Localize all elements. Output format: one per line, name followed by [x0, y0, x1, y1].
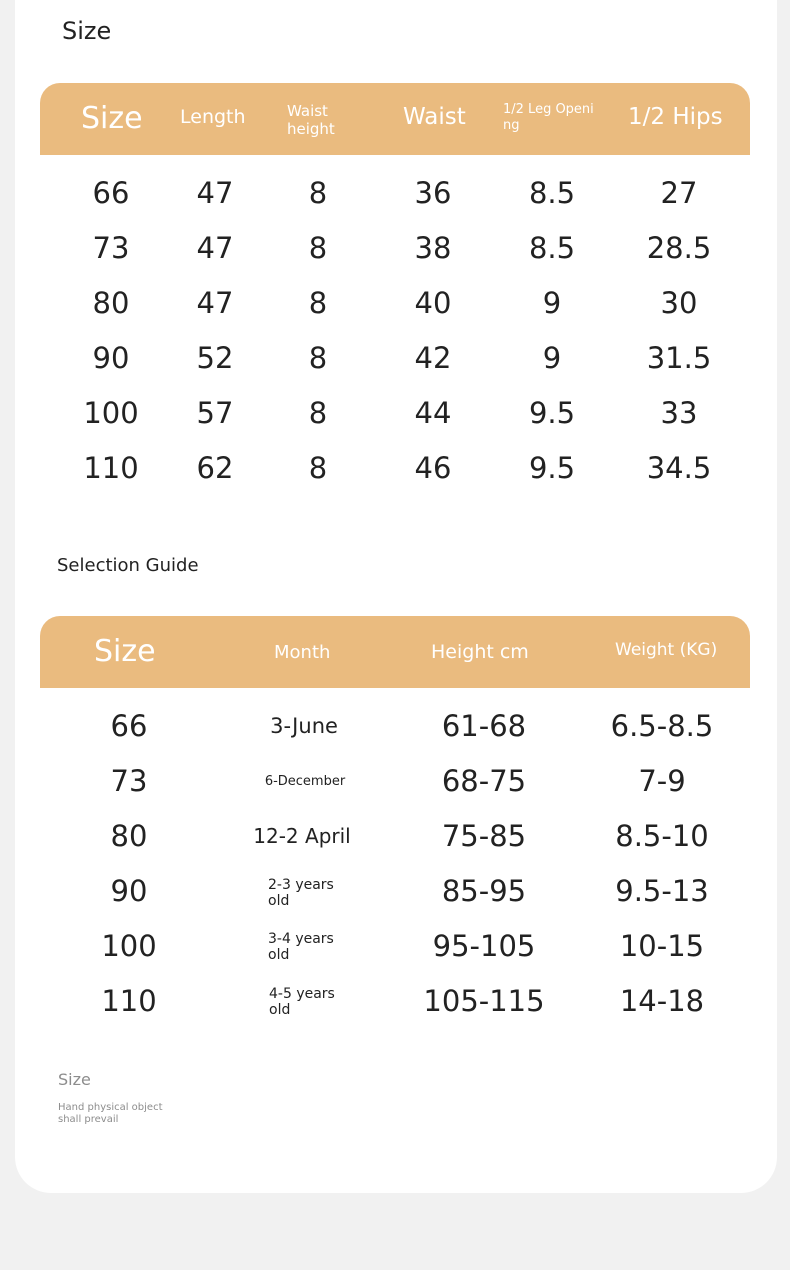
guide-cell-size: 110 — [101, 984, 157, 1018]
guide-cell-month: 4-5 years old — [269, 986, 335, 1018]
selection-guide-title: Selection Guide — [57, 555, 199, 576]
guide-table-header — [40, 616, 750, 688]
cell-size: 110 — [83, 451, 139, 485]
guide-cell-height: 105-115 — [423, 984, 545, 1018]
header-hips: 1/2 Hips — [628, 104, 723, 130]
cell-size: 66 — [92, 176, 130, 210]
cell-hips: 28.5 — [646, 231, 712, 265]
header-leg-opening: 1/2 Leg Opening — [503, 102, 594, 133]
cell-length: 47 — [196, 286, 234, 320]
cell-waist-height: 8 — [308, 176, 328, 210]
cell-size: 73 — [92, 231, 130, 265]
cell-waist-height: 8 — [308, 451, 328, 485]
guide-cell-height: 68-75 — [441, 764, 527, 798]
cell-waist-height: 8 — [308, 231, 328, 265]
guide-cell-weight: 6.5-8.5 — [610, 709, 714, 743]
guide-header-weight: Weight (KG) — [615, 640, 718, 660]
cell-waist-height: 8 — [308, 286, 328, 320]
table-row — [40, 754, 750, 809]
cell-leg-opening: 9.5 — [528, 396, 576, 430]
table-row — [40, 276, 750, 331]
guide-cell-month: 6-December — [264, 774, 346, 789]
guide-cell-month: 3-June — [270, 714, 338, 738]
table-row — [40, 699, 750, 754]
cell-hips: 34.5 — [646, 451, 712, 485]
table-row — [40, 386, 750, 441]
guide-cell-size: 66 — [110, 709, 148, 743]
size-table-header — [40, 83, 750, 155]
guide-header-month: Month — [274, 642, 331, 663]
header-waist-height: Waist height — [287, 102, 335, 138]
guide-cell-weight: 8.5-10 — [615, 819, 709, 853]
cell-waist: 36 — [414, 176, 452, 210]
table-row — [40, 331, 750, 386]
cell-leg-opening: 9.5 — [528, 451, 576, 485]
header-size: Size — [81, 101, 143, 136]
guide-cell-height: 61-68 — [441, 709, 527, 743]
guide-cell-height: 85-95 — [441, 874, 527, 908]
cell-waist-height: 8 — [308, 396, 328, 430]
guide-cell-weight: 10-15 — [619, 929, 705, 963]
guide-cell-size: 80 — [110, 819, 148, 853]
guide-cell-weight: 9.5-13 — [615, 874, 709, 908]
cell-hips: 27 — [660, 176, 698, 210]
cell-waist: 38 — [414, 231, 452, 265]
cell-leg-opening: 9 — [542, 341, 562, 375]
guide-header-size: Size — [94, 634, 156, 669]
guide-cell-height: 75-85 — [441, 819, 527, 853]
cell-hips: 33 — [660, 396, 698, 430]
cell-length: 62 — [196, 451, 234, 485]
cell-waist: 40 — [414, 286, 452, 320]
cell-length: 57 — [196, 396, 234, 430]
cell-size: 100 — [83, 396, 139, 430]
cell-size: 90 — [92, 341, 130, 375]
table-row — [40, 441, 750, 496]
footer-note: Hand physical object shall prevail — [58, 1102, 163, 1125]
cell-length: 47 — [196, 231, 234, 265]
cell-leg-opening: 9 — [542, 286, 562, 320]
table-row — [40, 809, 750, 864]
cell-leg-opening: 8.5 — [528, 176, 576, 210]
guide-cell-size: 100 — [101, 929, 157, 963]
guide-cell-month: 2-3 years old — [268, 877, 334, 909]
header-waist: Waist — [403, 104, 466, 130]
guide-cell-size: 90 — [110, 874, 148, 908]
header-length: Length — [180, 106, 246, 128]
cell-leg-opening: 8.5 — [528, 231, 576, 265]
table-row — [40, 221, 750, 276]
cell-size: 80 — [92, 286, 130, 320]
table-row — [40, 864, 750, 919]
cell-hips: 31.5 — [646, 341, 712, 375]
cell-waist: 44 — [414, 396, 452, 430]
guide-cell-size: 73 — [110, 764, 148, 798]
guide-cell-height: 95-105 — [432, 929, 536, 963]
guide-cell-month: 3-4 years old — [268, 931, 334, 963]
cell-waist: 46 — [414, 451, 452, 485]
table-row — [40, 919, 750, 974]
guide-cell-weight: 14-18 — [619, 984, 705, 1018]
guide-header-height: Height cm — [431, 641, 529, 663]
footer-size-label: Size — [58, 1070, 91, 1089]
cell-waist: 42 — [414, 341, 452, 375]
cell-length: 52 — [196, 341, 234, 375]
table-row — [40, 166, 750, 221]
size-section-title: Size — [62, 17, 112, 45]
guide-cell-weight: 7-9 — [638, 764, 686, 798]
cell-length: 47 — [196, 176, 234, 210]
cell-waist-height: 8 — [308, 341, 328, 375]
cell-hips: 30 — [660, 286, 698, 320]
guide-cell-month: 12-2 April — [253, 824, 351, 848]
table-row — [40, 974, 750, 1029]
